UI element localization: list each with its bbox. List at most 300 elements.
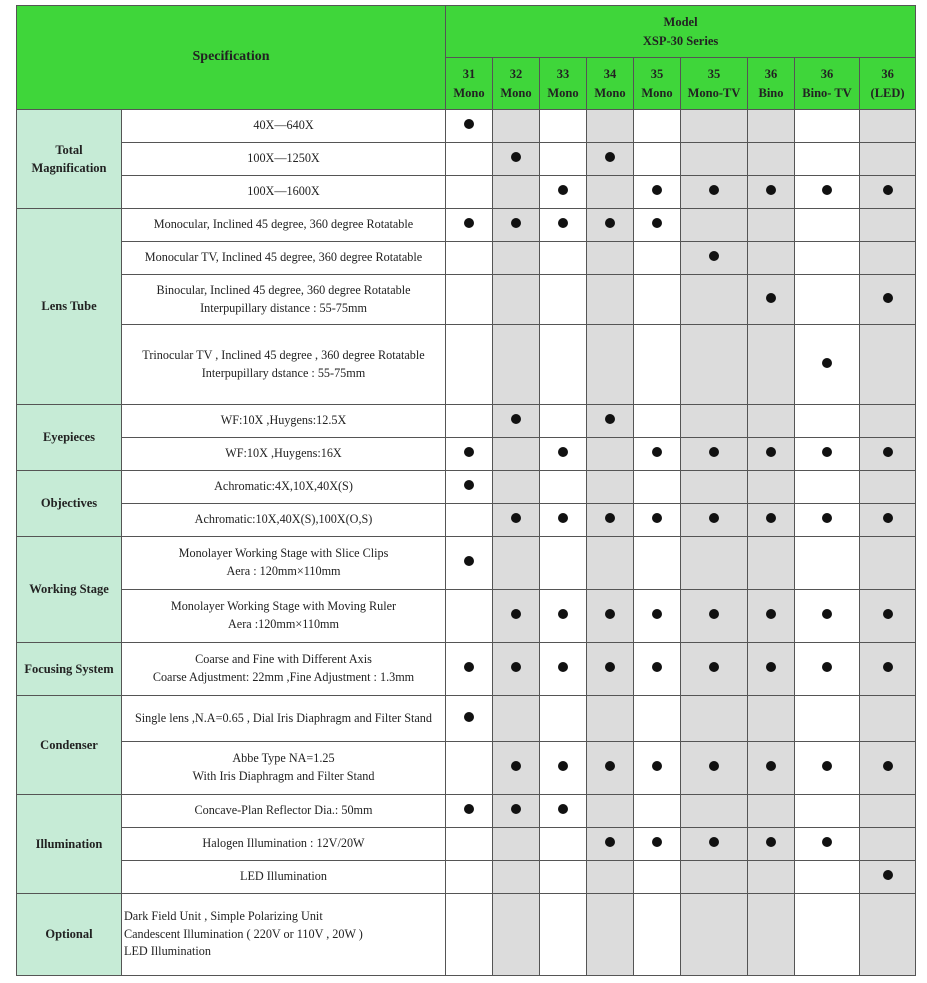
availability-dot-icon (464, 556, 474, 566)
availability-cell (795, 795, 860, 828)
category-label: Working Stage (29, 582, 109, 597)
availability-cell (446, 471, 493, 504)
availability-dot-icon (822, 662, 832, 672)
availability-dot-icon (652, 447, 662, 457)
category-label: Magnification (31, 161, 107, 175)
model-type: Mono (500, 85, 532, 100)
model-column-header (748, 58, 795, 110)
availability-cell (860, 696, 916, 742)
spec-table (16, 5, 916, 976)
spec-row (17, 696, 916, 742)
description-line: Dark Field Unit , Simple Polarizing Unit (124, 908, 323, 923)
availability-cell (587, 643, 634, 696)
availability-cell (860, 405, 916, 438)
availability-cell (860, 742, 916, 795)
availability-dot-icon (822, 513, 832, 523)
availability-cell (587, 143, 634, 176)
model-type: (LED) (870, 85, 905, 100)
category-cell (17, 405, 122, 471)
availability-cell (493, 861, 540, 894)
availability-cell (748, 110, 795, 143)
availability-cell (540, 438, 587, 471)
availability-cell (540, 504, 587, 537)
availability-dot-icon (558, 185, 568, 195)
description-line: Trinocular TV , Inclined 45 degree , 360 degree Rotatable (142, 347, 425, 362)
model-header (446, 6, 916, 58)
availability-cell (446, 537, 493, 590)
availability-dot-icon (558, 761, 568, 771)
availability-cell (493, 742, 540, 795)
description-line: Monocular, Inclined 45 degree, 360 degree Rotatable (153, 217, 414, 232)
model-column-header (493, 58, 540, 110)
availability-cell (681, 861, 748, 894)
spec-row (17, 143, 916, 176)
availability-cell (446, 176, 493, 209)
availability-cell (634, 795, 681, 828)
spec-description (122, 828, 446, 861)
spec-row (17, 438, 916, 471)
category-label: Objectives (40, 496, 98, 511)
availability-cell (748, 405, 795, 438)
availability-cell (587, 275, 634, 325)
availability-cell (493, 242, 540, 275)
availability-dot-icon (605, 218, 615, 228)
availability-dot-icon (605, 837, 615, 847)
availability-cell (540, 275, 587, 325)
availability-dot-icon (709, 447, 719, 457)
availability-cell (540, 471, 587, 504)
availability-cell (860, 590, 916, 643)
availability-dot-icon (883, 609, 893, 619)
availability-cell (446, 742, 493, 795)
availability-cell (493, 176, 540, 209)
availability-cell (795, 275, 860, 325)
description-line: 100X—1600X (247, 184, 320, 199)
availability-cell (446, 209, 493, 242)
availability-cell (540, 176, 587, 209)
availability-cell (493, 471, 540, 504)
spec-description (122, 537, 446, 590)
availability-cell (493, 325, 540, 405)
spec-description (122, 325, 446, 405)
model-type: Bino (758, 85, 784, 100)
availability-cell (446, 861, 493, 894)
category-cell (17, 209, 122, 405)
availability-cell (634, 176, 681, 209)
availability-cell (634, 861, 681, 894)
spec-description (122, 405, 446, 438)
availability-cell (493, 537, 540, 590)
availability-cell (795, 742, 860, 795)
availability-cell (860, 275, 916, 325)
availability-cell (860, 894, 916, 976)
description-line: Interpupillary dstance : 55-75mm (201, 365, 366, 380)
availability-dot-icon (464, 480, 474, 490)
availability-cell (587, 110, 634, 143)
availability-cell (540, 209, 587, 242)
availability-dot-icon (464, 447, 474, 457)
availability-dot-icon (822, 761, 832, 771)
availability-cell (493, 590, 540, 643)
model-column-header (860, 58, 916, 110)
description-line: Monolayer Working Stage with Moving Ruler (170, 599, 397, 614)
spec-row (17, 742, 916, 795)
availability-cell (860, 471, 916, 504)
model-type: Mono (641, 85, 673, 100)
availability-cell (748, 143, 795, 176)
availability-cell (681, 176, 748, 209)
availability-cell (681, 438, 748, 471)
availability-dot-icon (766, 837, 776, 847)
availability-dot-icon (766, 185, 776, 195)
availability-cell (681, 537, 748, 590)
availability-cell (748, 537, 795, 590)
availability-cell (446, 504, 493, 537)
availability-dot-icon (464, 119, 474, 129)
availability-dot-icon (605, 152, 615, 162)
spec-row (17, 471, 916, 504)
availability-dot-icon (709, 761, 719, 771)
availability-cell (587, 325, 634, 405)
availability-cell (634, 275, 681, 325)
availability-cell (795, 643, 860, 696)
description-line: WF:10X ,Huygens:12.5X (220, 413, 347, 428)
description-line: Abbe Type NA=1.25 (232, 751, 335, 766)
spec-description (122, 209, 446, 242)
availability-cell (540, 590, 587, 643)
spec-row (17, 643, 916, 696)
availability-cell (795, 894, 860, 976)
availability-cell (795, 209, 860, 242)
availability-dot-icon (464, 662, 474, 672)
availability-dot-icon (605, 414, 615, 424)
model-type: Bino- TV (802, 85, 852, 100)
availability-dot-icon (766, 609, 776, 619)
availability-cell (795, 405, 860, 438)
model-number: 36 (881, 67, 894, 82)
availability-dot-icon (822, 447, 832, 457)
availability-cell (587, 894, 634, 976)
model-column-header (795, 58, 860, 110)
availability-cell (493, 795, 540, 828)
model-column-header (634, 58, 681, 110)
spec-description (122, 275, 446, 325)
availability-cell (795, 438, 860, 471)
availability-cell (634, 242, 681, 275)
description-line: Coarse and Fine with Different Axis (195, 652, 372, 667)
availability-dot-icon (709, 662, 719, 672)
availability-dot-icon (558, 513, 568, 523)
model-column-header (681, 58, 748, 110)
availability-cell (681, 143, 748, 176)
availability-cell (634, 471, 681, 504)
spec-row (17, 894, 916, 976)
spec-row (17, 110, 916, 143)
category-label: Lens Tube (41, 299, 97, 314)
availability-cell (748, 209, 795, 242)
availability-cell (587, 795, 634, 828)
availability-dot-icon (766, 761, 776, 771)
availability-cell (493, 643, 540, 696)
model-column-header (446, 58, 493, 110)
availability-cell (493, 275, 540, 325)
availability-cell (587, 861, 634, 894)
availability-cell (446, 643, 493, 696)
availability-cell (493, 405, 540, 438)
spec-description (122, 861, 446, 894)
availability-cell (540, 405, 587, 438)
availability-cell (634, 742, 681, 795)
availability-dot-icon (709, 837, 719, 847)
spec-description (122, 590, 446, 643)
availability-cell (493, 504, 540, 537)
availability-cell (540, 742, 587, 795)
availability-cell (540, 696, 587, 742)
availability-cell (795, 110, 860, 143)
description-line: Achromatic:10X,40X(S),100X(O,S) (194, 512, 373, 527)
availability-cell (493, 143, 540, 176)
model-type: Mono (594, 85, 626, 100)
availability-cell (681, 110, 748, 143)
spec-description (122, 643, 446, 696)
availability-cell (681, 405, 748, 438)
availability-dot-icon (709, 513, 719, 523)
availability-dot-icon (558, 609, 568, 619)
availability-cell (493, 828, 540, 861)
availability-cell (795, 861, 860, 894)
availability-cell (748, 325, 795, 405)
description-line: Halogen Illumination : 12V/20W (202, 836, 365, 851)
model-number: 33 (556, 67, 570, 82)
model-type: Mono-TV (687, 85, 741, 100)
availability-cell (493, 438, 540, 471)
availability-cell (446, 438, 493, 471)
description-line: Monolayer Working Stage with Slice Clips (178, 546, 389, 561)
availability-cell (540, 143, 587, 176)
availability-dot-icon (822, 609, 832, 619)
availability-dot-icon (822, 185, 832, 195)
availability-cell (795, 325, 860, 405)
availability-cell (748, 696, 795, 742)
description-line: Interpupillary distance : 55-75mm (200, 300, 367, 315)
spec-description (122, 795, 446, 828)
description-line: Aera : 120mm×110mm (226, 564, 341, 578)
spec-description (122, 176, 446, 209)
availability-cell (860, 110, 916, 143)
category-cell (17, 110, 122, 209)
availability-dot-icon (511, 414, 521, 424)
availability-cell (446, 143, 493, 176)
availability-cell (446, 110, 493, 143)
availability-cell (446, 828, 493, 861)
availability-cell (860, 242, 916, 275)
availability-cell (860, 861, 916, 894)
availability-cell (587, 176, 634, 209)
availability-dot-icon (709, 185, 719, 195)
spec-row (17, 861, 916, 894)
model-column-header (540, 58, 587, 110)
availability-dot-icon (511, 804, 521, 814)
availability-dot-icon (652, 513, 662, 523)
description-line: LED Illumination (124, 944, 211, 959)
availability-cell (681, 471, 748, 504)
spec-description (122, 438, 446, 471)
description-line: Coarse Adjustment: 22mm ,Fine Adjustment : 1.3mm (152, 670, 415, 684)
availability-cell (795, 176, 860, 209)
description-line: Candescent Illumination ( 220V or 110V , 20W ) (124, 926, 363, 941)
category-cell (17, 696, 122, 795)
availability-cell (587, 828, 634, 861)
availability-cell (587, 209, 634, 242)
availability-cell (540, 894, 587, 976)
spec-description (122, 894, 446, 976)
availability-cell (748, 828, 795, 861)
category-label: Optional (45, 927, 93, 942)
availability-cell (681, 504, 748, 537)
availability-cell (587, 590, 634, 643)
model-column-header (587, 58, 634, 110)
availability-cell (748, 471, 795, 504)
availability-cell (748, 176, 795, 209)
availability-cell (446, 275, 493, 325)
availability-cell (681, 590, 748, 643)
availability-cell (540, 537, 587, 590)
availability-dot-icon (883, 293, 893, 303)
availability-cell (634, 537, 681, 590)
model-number: 35 (650, 67, 664, 82)
availability-cell (795, 242, 860, 275)
model-type: Mono (453, 85, 485, 100)
description-line: Achromatic:4X,10X,40X(S) (214, 479, 353, 494)
availability-cell (446, 590, 493, 643)
availability-dot-icon (511, 218, 521, 228)
availability-dot-icon (652, 761, 662, 771)
availability-cell (795, 471, 860, 504)
availability-cell (681, 894, 748, 976)
description-line: Binocular, Inclined 45 degree, 360 degree Rotatable (156, 282, 411, 297)
availability-dot-icon (883, 185, 893, 195)
availability-cell (493, 894, 540, 976)
availability-cell (540, 828, 587, 861)
availability-cell (587, 537, 634, 590)
availability-dot-icon (558, 662, 568, 672)
model-number: 34 (603, 67, 617, 82)
spec-description (122, 242, 446, 275)
spec-row (17, 590, 916, 643)
description-line: With Iris Diaphragm and Filter Stand (192, 769, 375, 783)
spec-row (17, 325, 916, 405)
availability-cell (748, 504, 795, 537)
availability-cell (634, 828, 681, 861)
model-number: 32 (509, 67, 523, 82)
availability-dot-icon (883, 447, 893, 457)
spec-row (17, 176, 916, 209)
availability-cell (748, 438, 795, 471)
availability-cell (860, 209, 916, 242)
availability-cell (860, 143, 916, 176)
availability-cell (795, 143, 860, 176)
availability-cell (634, 325, 681, 405)
availability-cell (493, 209, 540, 242)
availability-cell (540, 110, 587, 143)
availability-cell (860, 643, 916, 696)
spec-description (122, 143, 446, 176)
availability-cell (795, 590, 860, 643)
availability-dot-icon (464, 712, 474, 722)
availability-dot-icon (883, 761, 893, 771)
availability-cell (587, 438, 634, 471)
availability-cell (634, 590, 681, 643)
availability-cell (540, 643, 587, 696)
description-line: LED Illumination (240, 869, 327, 884)
category-cell (17, 894, 122, 976)
availability-cell (634, 504, 681, 537)
availability-cell (681, 795, 748, 828)
availability-cell (860, 325, 916, 405)
model-number: 36 (820, 67, 834, 82)
availability-cell (795, 504, 860, 537)
availability-dot-icon (558, 447, 568, 457)
availability-dot-icon (511, 152, 521, 162)
availability-cell (446, 696, 493, 742)
availability-cell (860, 537, 916, 590)
availability-dot-icon (511, 662, 521, 672)
description-line: 100X—1250X (247, 151, 320, 166)
specification-header: Specification (17, 6, 446, 110)
availability-cell (860, 504, 916, 537)
availability-dot-icon (709, 609, 719, 619)
availability-cell (446, 795, 493, 828)
availability-cell (446, 405, 493, 438)
availability-cell (634, 209, 681, 242)
availability-dot-icon (464, 218, 474, 228)
availability-dot-icon (652, 609, 662, 619)
availability-dot-icon (766, 662, 776, 672)
availability-cell (587, 742, 634, 795)
availability-cell (587, 242, 634, 275)
availability-cell (634, 696, 681, 742)
spec-row (17, 405, 916, 438)
availability-dot-icon (766, 447, 776, 457)
availability-dot-icon (822, 358, 832, 368)
category-label: Focusing System (24, 661, 114, 676)
availability-cell (748, 590, 795, 643)
availability-dot-icon (709, 251, 719, 261)
spec-row (17, 537, 916, 590)
availability-dot-icon (652, 218, 662, 228)
model-label: Model (663, 15, 698, 30)
category-cell (17, 643, 122, 696)
availability-cell (860, 828, 916, 861)
availability-cell (795, 828, 860, 861)
availability-dot-icon (766, 513, 776, 523)
availability-cell (634, 143, 681, 176)
availability-cell (748, 275, 795, 325)
availability-cell (634, 438, 681, 471)
availability-cell (634, 405, 681, 438)
availability-cell (681, 325, 748, 405)
availability-cell (681, 209, 748, 242)
availability-cell (748, 861, 795, 894)
availability-cell (860, 795, 916, 828)
spec-description (122, 471, 446, 504)
spec-row (17, 275, 916, 325)
availability-cell (634, 110, 681, 143)
availability-cell (681, 696, 748, 742)
availability-dot-icon (766, 293, 776, 303)
model-type: Mono (547, 85, 579, 100)
availability-cell (587, 471, 634, 504)
